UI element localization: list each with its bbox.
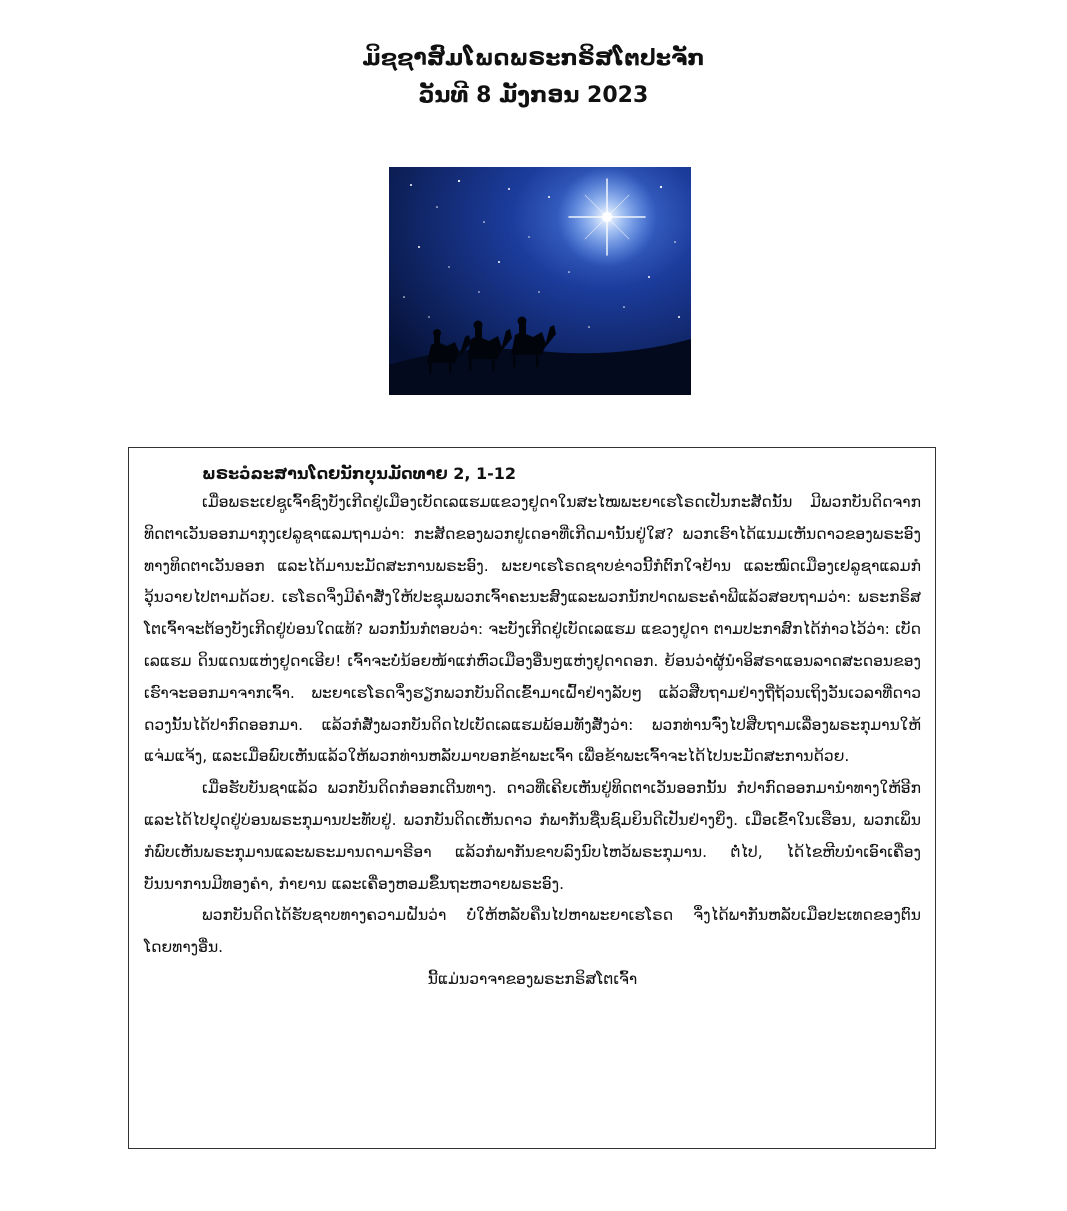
reading-paragraph-3: ພວກບັນດິດໄດ້ຮັບຊາບທາງຄວາມຝັນວ່າ ບໍ່ໃຫ້ຫລັບຄືນໄປຫາພະຍາເຮໂຣດ ຈຶ່ງໄດ້ພາກັນຫລັບເມືອປະເທດຂອງຕົນໂດຍທາງອື່ນ. (144, 906, 921, 957)
reading-heading: ພຣະວໍລະສານໂດຍນັກບຸນມັດທາຍ 2, 1-12 (202, 464, 517, 483)
page-title: ມິຊຊາສົມໂພດພຣະກຣິສໂຕປະຈັກ (362, 46, 705, 71)
reading-paragraph-1: ເມື່ອພຣະເຢຊູເຈົ້າຊົງບັງເກີດຢູ່ເມືອງເບັດເລແຮມແຂວງຢູດາໃນສະໄໝພະຍາເຮໂຣດເປັນກະສັດນັ້ນ ມີພວກບັນດິດຈາກທິດຕາເວັນອອກມາກຸງເຢລູຊາແລມຖາມວ່າ: ກະສັດຂອງພວກຢູເດອາທີ່ເກີດມານັ້ນຢູ່ໃສ? ພວກເຮົາໄດ້ແນມເຫັນດາວຂອງພຣະອົງທາງທິດຕາເວັນອອກ ແລະໄດ້ມານະມັດສະການພຣະອົງ. ພະຍາເຮໂຣດຊາບຂ່າວນີ້ກໍຕົກໃຈຢ້ານ ແລະໝົດເມືອງເຢລູຊາແລມກໍວຸ້ນວາຍໄປຕາມດ້ວຍ. ເຮໂຣດຈຶ່ງມີຄຳສັ່ງໃຫ້ປະຊຸມພວກເຈົ້າຄະນະສົງແລະພວກນັກປາດພຣະຄຳພີແລ້ວສອບຖາມວ່າ: ພຣະກຣິສໂຕເຈົ້າຈະຕ້ອງບັງເກີດຢູ່ບ່ອນໃດແທ້? ພວກນັ້ນກໍຕອບວ່າ: ຈະບັງເກີດຢູ່ເບັດເລແຮມ ແຂວງຢູດາ ຕາມປະກາສົກໄດ້ກ່າວໄວ້ວ່າ: ເບັດເລແຮມ ດິນແດນແຫ່ງຢູດາເອີຍ! ເຈົ້າຈະບໍ່ນ້ອຍໜ້າແກ່ຫົວເມືອງອື່ນໆແຫ່ງຢູດາດອກ. ຍ້ອນວ່າຜູ້ນຳອິສຣາແອນລາດສະດອນຂອງເຮົາຈະອອກມາຈາກເຈົ້າ. ພະຍາເຮໂຣດຈຶ່ງຮຽກພວກບັນດິດເຂົ້າມາເຝົ້າຢ່າງລັບໆ ແລ້ວສືບຖາມຢ່າງຖີ່ຖ້ວນເຖິງວັນເວລາທີ່ດາວດວງນັ້ນໄດ້ປາກົດອອກມາ. ແລ້ວກໍສັ່ງພວກບັນດິດໄປເບັດເລແຮມພ້ອມທັງສັ່ງວ່າ: ພວກທ່ານຈົ່ງໄປສືບຖາມເລື່ອງພຣະກຸມານໃຫ້ແຈ່ມແຈ້ງ, ແລະເມື່ອພົບເຫັນແລ້ວໃຫ້ພວກທ່ານຫລັບມາບອກຂ້າພະເຈົ້າ ເພື່ອຂ້າພະເຈົ້າຈະໄດ້ໄປນະມັດສະການດ້ວຍ. (144, 493, 921, 766)
star-night-image (389, 167, 691, 395)
gospel-reading-box (128, 447, 936, 1149)
reading-paragraph-2: ເມື່ອຮັບບັນຊາແລ້ວ ພວກບັນດິດກໍອອກເດີນທາງ. ດາວທີ່ເຄີຍເຫັນຢູ່ທິດຕາເວັນອອກນັ້ນ ກໍປາກົດອອກມານຳທາງໃຫ້ອີກແລະໄດ້ໄປຢຸດຢູ່ບ່ອນພຣະກຸມານປະທັບຢູ່. ພວກບັນດິດເຫັນດາວ ກໍພາກັນຊື່ນຊົມຍິນດີເປັນຢ່າງຍິ່ງ. ເມື່ອເຂົ້າໃນເຮືອນ, ພວກເພິ່ນກໍພົບເຫັນພຣະກຸມານແລະພຣະມານດາມາຣີອາ ແລ້ວກໍພາກັນຂາບລົງນົບໄຫວ້ພຣະກຸມານ. ຕໍ່ໄປ, ໄດ້ໄຂຫີບນຳເອົາເຄື່ອງບັນນາການມີທອງຄຳ, ກຳຍານ ແລະເຄື່ອງຫອມຂຶ້ນຖະຫວາຍພຣະອົງ. (144, 779, 921, 893)
star-night-illustration (389, 167, 691, 395)
reading-closing: ນີ້ແມ່ນວາຈາຂອງພຣະກຣິສໂຕເຈົ້າ (427, 969, 638, 988)
page-date: ວັນທີ 8 ມັງກອນ 2023 (418, 83, 649, 108)
